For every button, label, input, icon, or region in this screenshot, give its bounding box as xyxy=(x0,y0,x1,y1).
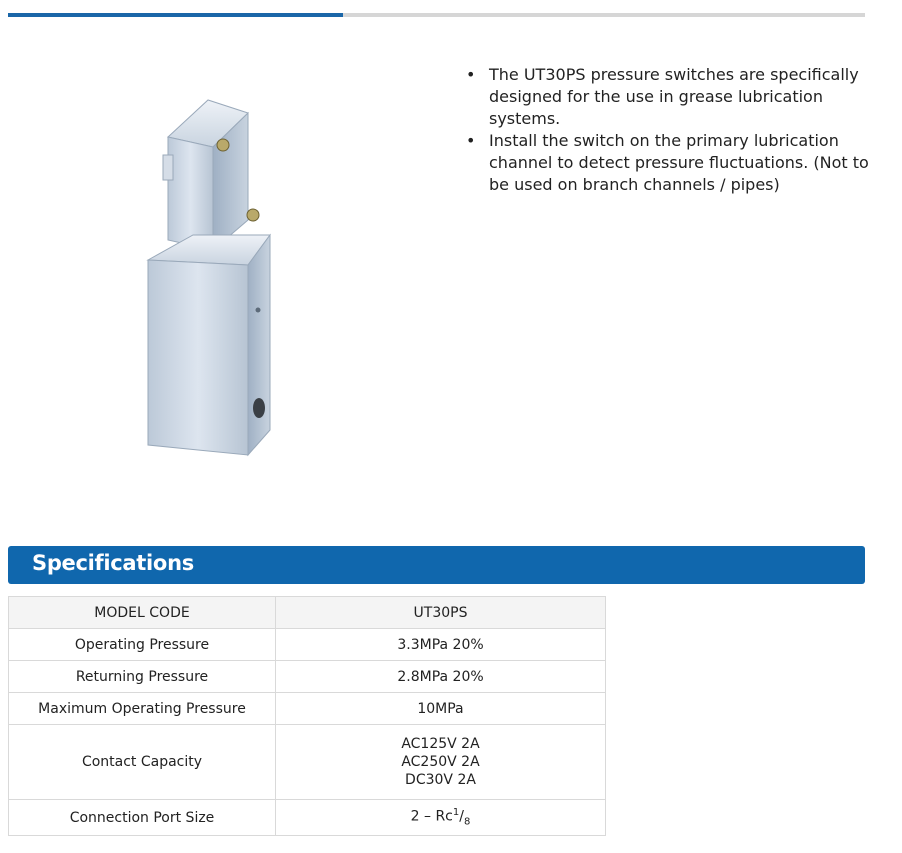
spec-value: 2.8MPa 20% xyxy=(276,661,606,693)
model-code-label: MODEL CODE xyxy=(9,597,276,629)
spec-value: 3.3MPa 20% xyxy=(276,629,606,661)
table-row xyxy=(9,693,606,725)
feature-item: • The UT30PS pressure switches are specifically designed for the use in grease lubrication systems. xyxy=(466,64,876,130)
contact-capacity-line: AC125V 2A xyxy=(401,736,480,752)
contact-capacity-line: DC30V 2A xyxy=(405,772,476,788)
contact-capacity-label: Contact Capacity xyxy=(9,725,276,800)
specifications-header xyxy=(8,546,865,584)
table-row xyxy=(9,661,606,693)
table-row xyxy=(9,725,606,800)
pressure-switch-photo xyxy=(8,55,428,485)
spec-value: 10MPa xyxy=(276,693,606,725)
spec-label: Returning Pressure xyxy=(9,661,276,693)
port-size-value: $2 - Rc^1/_8$ xyxy=(276,800,606,836)
spec-label: Maximum Operating Pressure xyxy=(9,693,276,725)
specifications-title: Specifications xyxy=(32,551,194,575)
product-image xyxy=(8,55,428,485)
tab-bar xyxy=(8,13,865,17)
port-size-numerator: 1 xyxy=(452,807,460,819)
table-row xyxy=(9,629,606,661)
port-size-label: Connection Port Size xyxy=(9,800,276,836)
feature-item: • Install the switch on the primary lubrication channel to detect pressure fluctuations. (Not to be used on branch channels / pipes) xyxy=(466,130,876,196)
port-size-denominator: 8 xyxy=(463,816,471,828)
model-code-value: UT30PS xyxy=(276,597,606,629)
table-row xyxy=(9,800,606,836)
port-size-prefix: 2 – Rc xyxy=(410,808,453,825)
spec-label: Operating Pressure xyxy=(9,629,276,661)
feature-list xyxy=(466,64,876,196)
table-row xyxy=(9,597,606,629)
contact-capacity-value xyxy=(276,725,606,800)
contact-capacity-line: AC250V 2A xyxy=(401,754,480,770)
tab-active-indicator[interactable] xyxy=(8,13,343,17)
spec-table xyxy=(8,596,606,836)
